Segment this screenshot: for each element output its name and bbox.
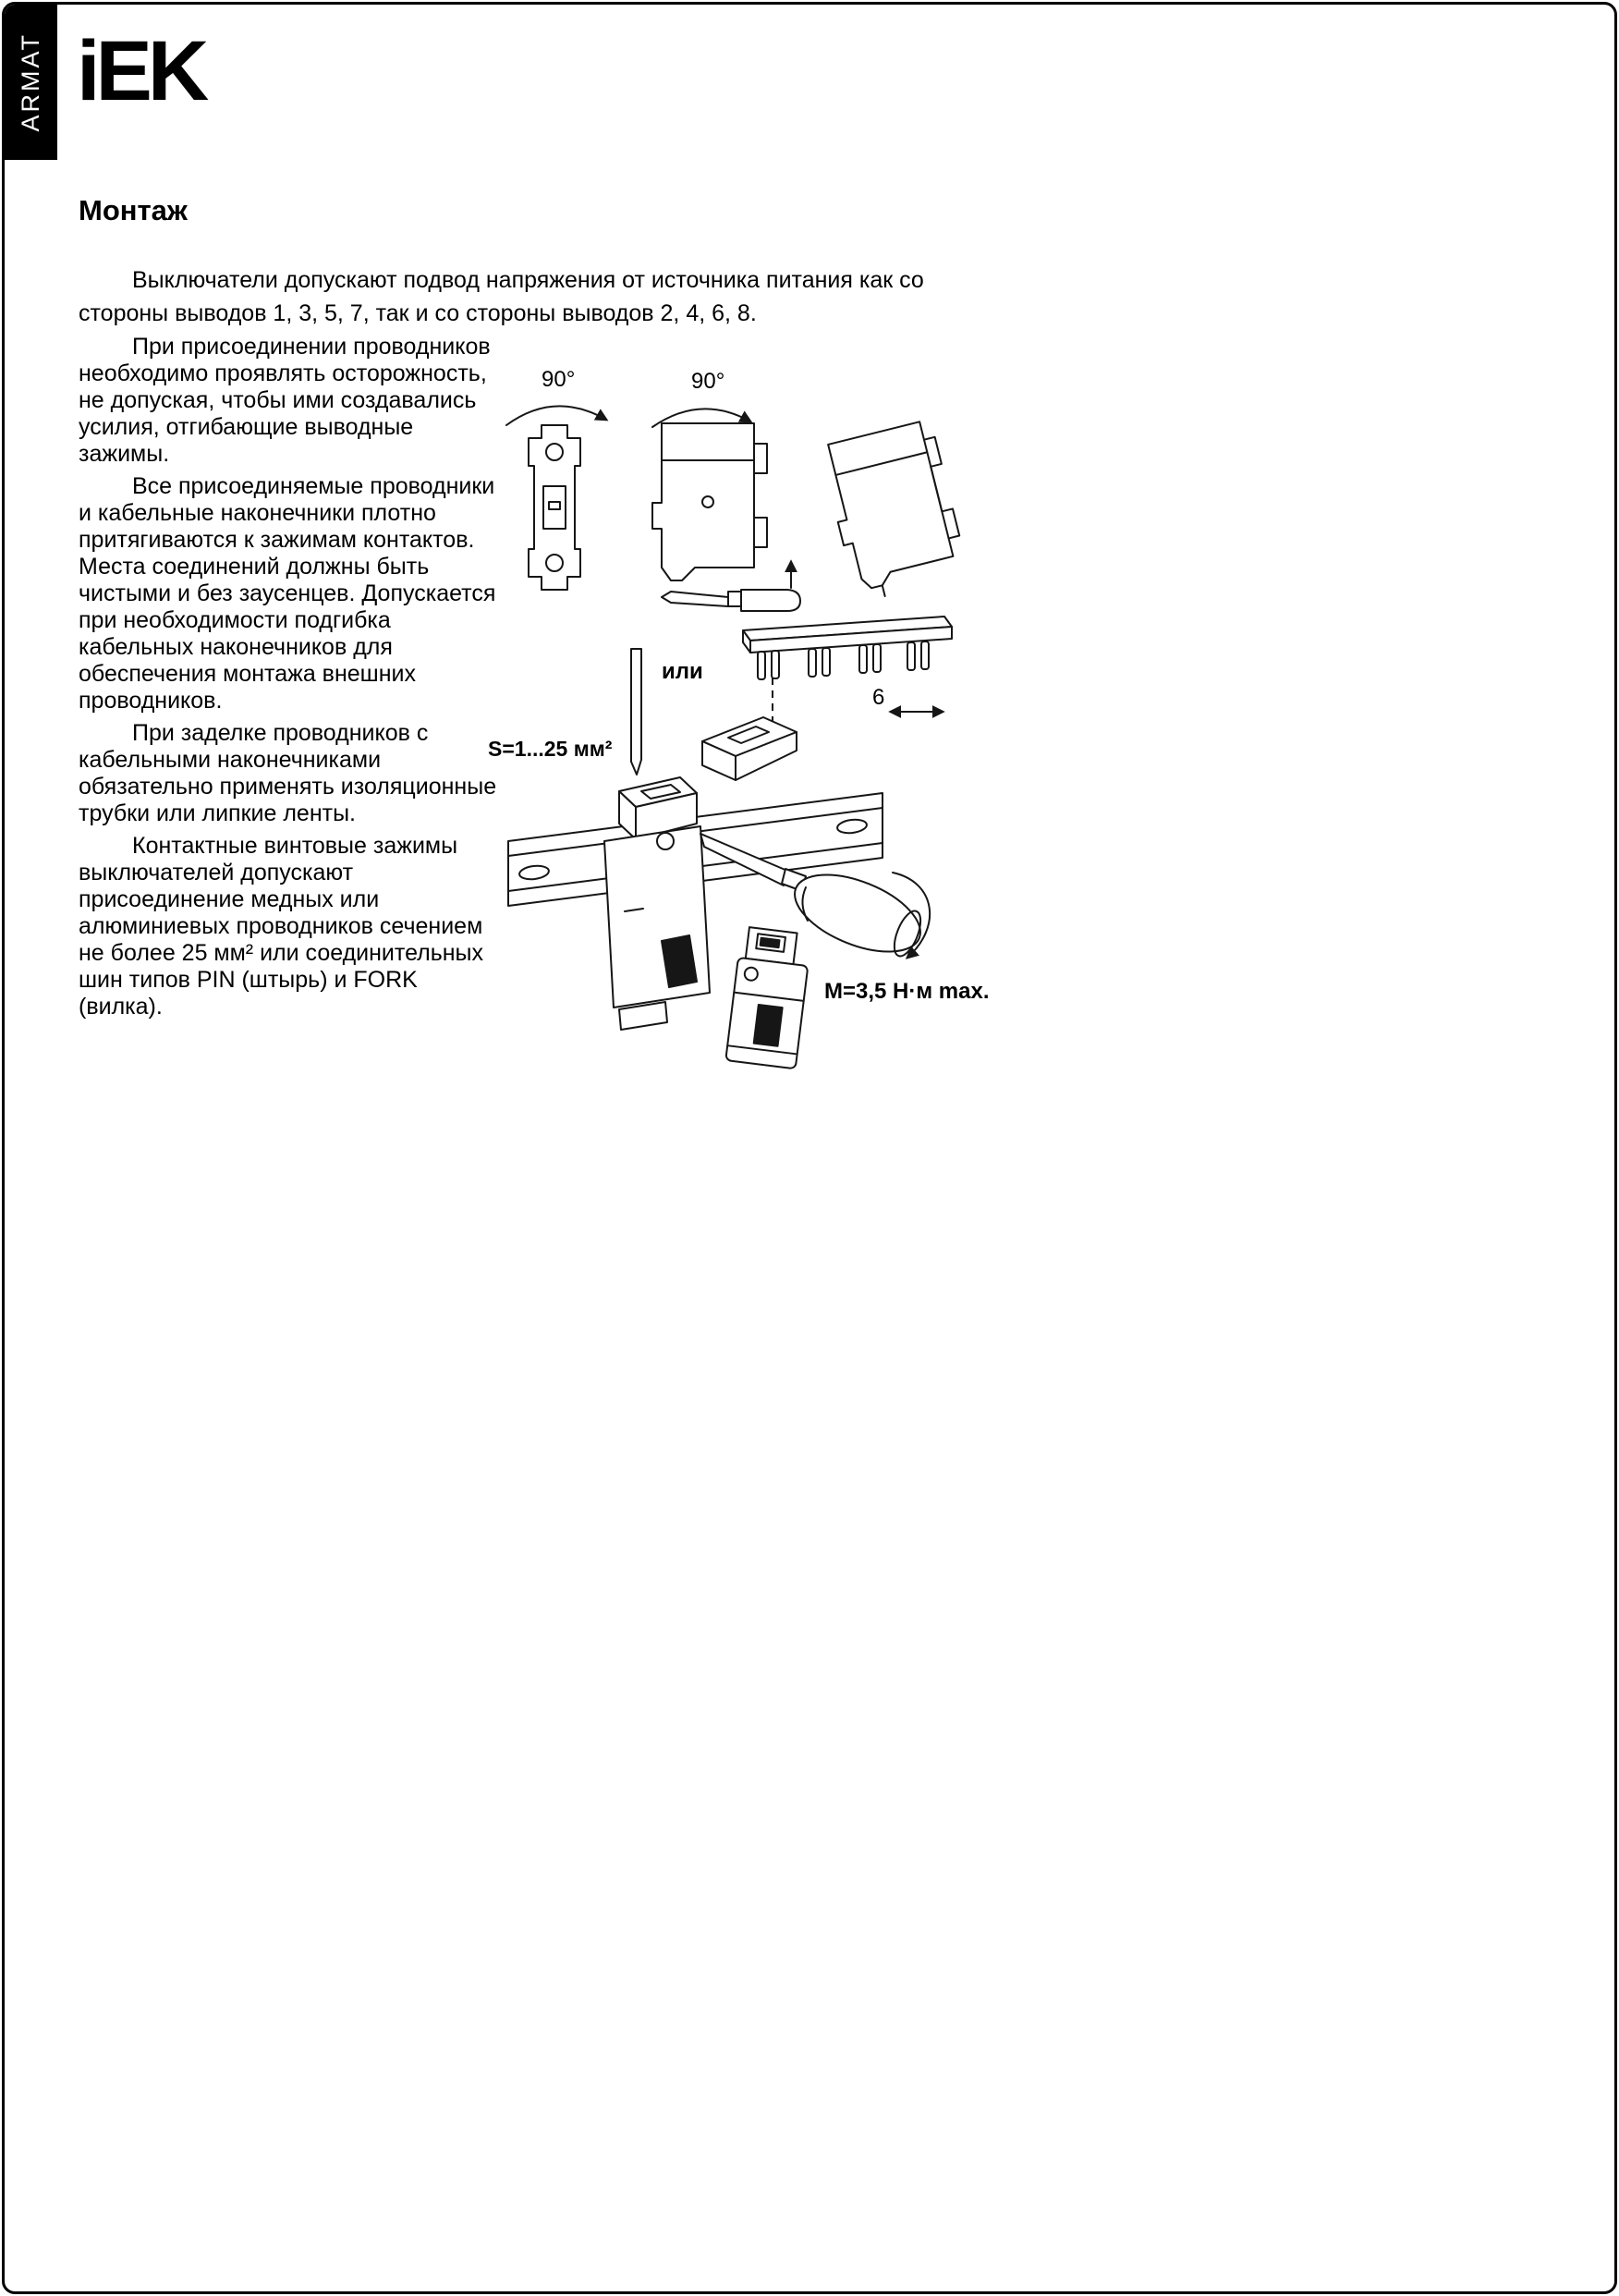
figure-wire: [488, 649, 641, 775]
figure-breaker-spare: [725, 926, 811, 1069]
series-sidebar: [5, 5, 57, 160]
page-frame: [2, 2, 1617, 2294]
section-heading: Монтаж: [79, 194, 188, 226]
body-paragraph-4: Контактные винтовые зажимы выключателей допускают присоединение медных или алюминиевых проводников сечением не более 25 мм² или соединительных шин типов PIN (штырь) и FORK (вилка).: [79, 833, 484, 1020]
screwdriver-side-tip: [662, 592, 728, 606]
spare-breaker-toggle: [754, 1005, 783, 1046]
angle-label-1: 90°: [542, 367, 576, 392]
wire: [631, 649, 641, 775]
pitch-dimension-label: 6: [872, 685, 885, 710]
angle-label-2: 90°: [691, 369, 725, 394]
torque-label: M=3,5 Н·м max.: [824, 979, 990, 1004]
figure-terminal-wedge: [702, 717, 797, 780]
body-paragraph-3: При заделке проводников с кабельными наконечниками обязательно применять изоляционные трубки или липкие ленты.: [79, 720, 497, 826]
body-paragraph-1: При присоединении проводников необходимо проявлять осторожность, не допуская, чтобы ими создавались усилия, отгибающие выводные зажимы.: [79, 334, 491, 467]
figure-breaker-front-view: [506, 367, 606, 590]
screwdriver-side-handle: [741, 590, 800, 611]
series-label: ARMAT: [17, 32, 44, 132]
intro-paragraph: Выключатели допускают подвод напряжения от источника питания как со стороны выводов 1, 3, 5, 7, так и со стороны выводов 2, 4, 6, 8.: [79, 267, 924, 326]
figure-breaker-side-removal: [819, 419, 968, 603]
rotate-arrow-1: [506, 406, 606, 425]
or-label: или: [662, 659, 703, 684]
installation-figures: [481, 359, 1044, 1098]
terminal-screw: [657, 833, 674, 849]
body-text-column: [79, 334, 505, 1026]
figure-breaker-mounted: [604, 777, 710, 1030]
breaker-toggle: [662, 935, 697, 987]
body-paragraph-2: Все присоединяемые проводники и кабельные наконечники плотно притягиваются к зажимам контактов. Места соединений должны быть чистыми и без заусенцев. Допускается при необходимости подгибка кабельных наконечников для обеспечения монтажа внешних проводников.: [79, 473, 496, 714]
figure-breaker-side-mounting: [652, 369, 800, 611]
iek-logo: iEK: [77, 24, 205, 118]
wire-section-label: S=1...25 мм²: [488, 737, 613, 761]
